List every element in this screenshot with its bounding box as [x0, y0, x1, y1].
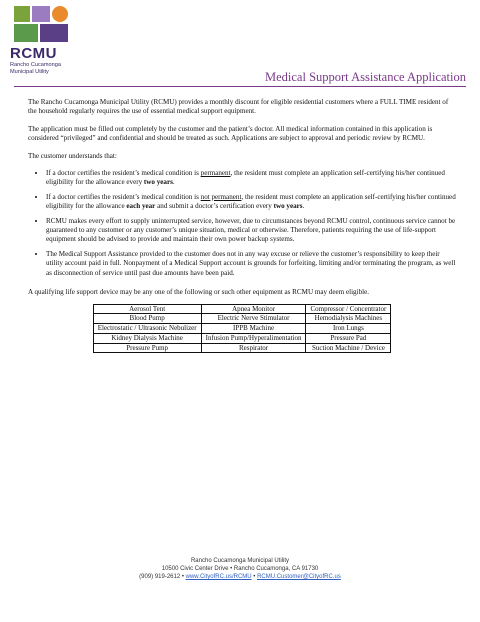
table-cell: Electrostatic / Ultrasonic Nebulizer — [93, 324, 201, 334]
bullet-underline: not permanent — [200, 192, 242, 201]
list-item — [46, 193, 456, 212]
bullet-text: and submit a doctor’s certification every — [155, 202, 274, 211]
bullet-bold: two years — [273, 202, 303, 211]
table-cell: Infusion Pump/Hyperalimentation — [201, 333, 306, 343]
table-cell: Suction Machine / Device — [306, 343, 391, 353]
document-body — [28, 98, 456, 353]
table-cell: Blood Pump — [93, 314, 201, 324]
bullet-text: . — [302, 202, 305, 211]
logo-tile-sun — [52, 6, 68, 22]
bullet-text: , the resident must complete an application self-certifying his/her continued eligibility for the allowance — [46, 192, 456, 211]
bullet-bold: two years — [143, 178, 173, 187]
table-row — [93, 324, 391, 334]
table-cell: Kidney Dialysis Machine — [93, 333, 201, 343]
table-row — [93, 304, 391, 314]
list-item — [46, 169, 456, 188]
intro-paragraph-3: The customer understands that: — [28, 151, 117, 160]
bullet-text: . — [172, 178, 175, 187]
qualifying-paragraph: A qualifying life support device may be any one of the following or such other equipment as RCMU may deem eligible. — [28, 288, 370, 297]
bullet-text: If a doctor certifies the resident’s medical condition is — [46, 192, 201, 201]
website-link[interactable]: www.CityofRC.us/RCMU — [185, 574, 252, 580]
terms-list — [28, 169, 456, 278]
table-cell: Pressure Pump — [93, 343, 201, 353]
table-cell: Compressor / Concentrator — [306, 304, 391, 314]
intro-paragraph-2: The application must be filled out completely by the customer and the patient’s doctor. All medical information contained in this application is considered “privileged” and confidential and should be treated as such. Applications are subject to approval and periodic review by RCMU. — [28, 124, 433, 143]
page-footer — [0, 557, 480, 581]
table-cell: Pressure Pad — [306, 333, 391, 343]
footer-phone: (909) 919-2612 • — [139, 574, 186, 580]
list-item: • The Medical Support Assistance provided to the customer does not in any way excuse or relieve the customer’s responsibility to keep their utility account paid in full. Nonpayment of a Medical Support account is grounds for forfeiting, limiting and/or terminating the program, as well as disconnection of service until past due amounts have been paid. — [46, 250, 456, 278]
logo-tile-grid — [14, 24, 38, 42]
logo-rcmu-text: RCMU — [10, 45, 57, 62]
intro-paragraph-1: The Rancho Cucamonga Municipal Utility (RCMU) provides a monthly discount for eligible residential customers where a FULL TIME resident of the household regularly requires the use of essential medical support equipment. — [28, 98, 449, 116]
rcmu-logo — [10, 6, 72, 75]
bullet-underline: permanent — [200, 169, 231, 178]
bullet-text: If a doctor certifies the resident’s medical condition is — [46, 169, 201, 178]
table-row — [93, 314, 391, 324]
table-cell: Electric Nerve Stimulator — [201, 314, 306, 324]
table-row — [93, 343, 391, 353]
logo-subtitle-1: Rancho Cucamonga — [10, 62, 61, 68]
table-cell: Iron Lungs — [306, 324, 391, 334]
bullet-bold: each year — [126, 202, 156, 211]
table-cell: Respirator — [201, 343, 306, 353]
table-cell: Apnea Monitor — [201, 304, 306, 314]
email-link[interactable]: RCMU.Customer@CityofRC.us — [257, 574, 341, 580]
logo-tile-tree — [14, 6, 30, 22]
table-cell: Hemodialysis Machines — [306, 314, 391, 324]
devices-table — [93, 304, 392, 354]
logo-tile-panel — [40, 24, 68, 42]
footer-separator: • — [251, 574, 258, 580]
table-cell: Aerosol Tent — [93, 304, 201, 314]
page-title: Medical Support Assistance Application — [264, 70, 466, 84]
logo-tile-leaf — [32, 6, 50, 22]
footer-org: Rancho Cucamonga Municipal Utility — [190, 558, 290, 564]
logo-mark — [14, 6, 70, 44]
logo-subtitle-2: Municipal Utility — [10, 68, 49, 75]
table-cell: IPPB Machine — [201, 324, 306, 334]
bullet-text: , the resident must complete an application self-certifying his/her continued eligibility for the allowance every — [46, 169, 445, 187]
header-divider — [14, 86, 466, 87]
footer-address: 10500 Civic Center Drive • Rancho Cucamonga, CA 91730 — [161, 566, 319, 572]
footer-contact — [0, 573, 480, 581]
list-item: • RCMU makes every effort to supply uninterrupted service, however, due to circumstances beyond RCMU control, continuous service cannot be guaranteed to any customer or any customer’s unique situation, medical or otherwise. Therefore, patients requiring the use of life-support equipment should be advised to provide and maintain their own power backup systems. — [46, 217, 456, 245]
table-row — [93, 333, 391, 343]
